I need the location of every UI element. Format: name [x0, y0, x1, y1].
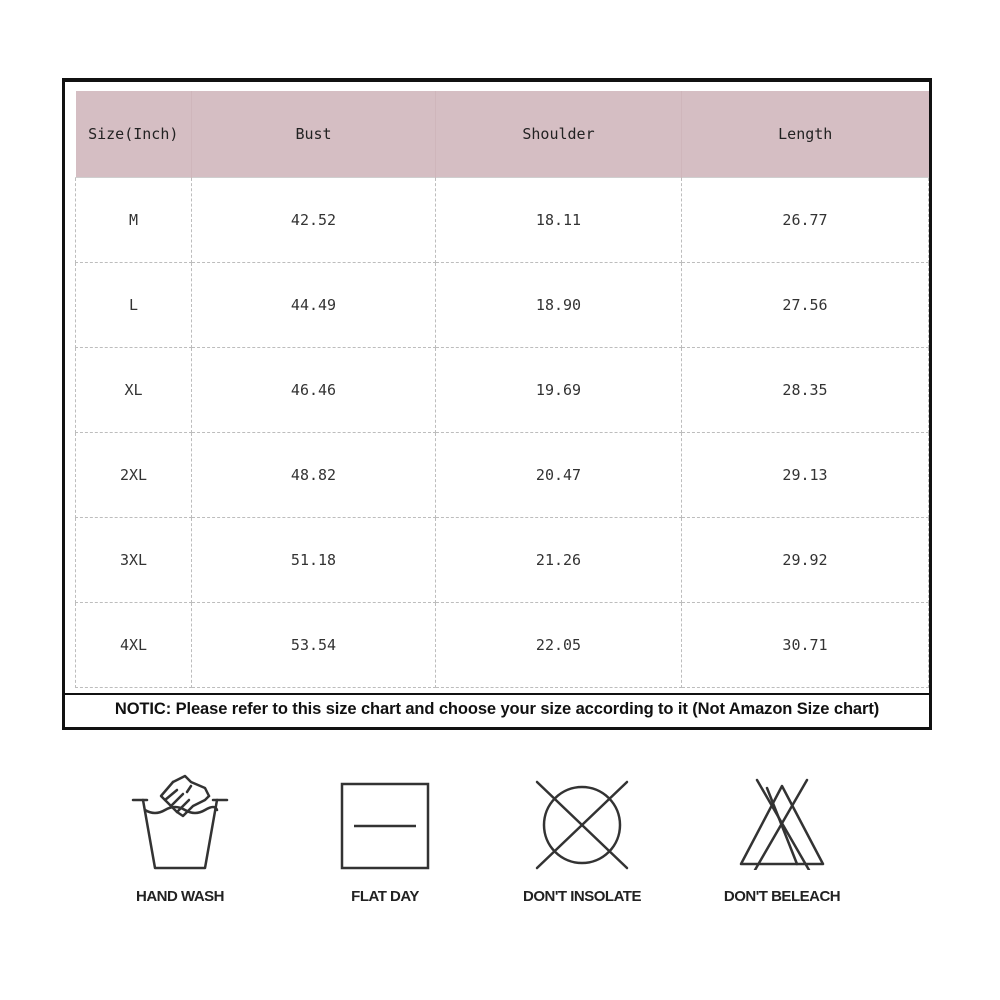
header-bust: Bust: [192, 91, 436, 178]
cell-size: 2XL: [76, 433, 192, 518]
notice-divider: [65, 693, 929, 695]
do-not-tumble-dry-icon: [527, 770, 637, 870]
cell-bust: 42.52: [192, 178, 436, 263]
care-item-flat-dry: [300, 770, 470, 905]
cell-length: 30.71: [682, 603, 929, 688]
cell-bust: 46.46: [192, 348, 436, 433]
table-row: [76, 178, 929, 263]
size-chart-frame: [62, 78, 932, 730]
cell-shoulder: 19.69: [436, 348, 682, 433]
care-item-do-not-tumble-dry: [497, 770, 667, 905]
care-item-hand-wash: [95, 770, 265, 905]
cell-bust: 51.18: [192, 518, 436, 603]
cell-shoulder: 22.05: [436, 603, 682, 688]
cell-shoulder: 20.47: [436, 433, 682, 518]
cell-size: 4XL: [76, 603, 192, 688]
cell-length: 28.35: [682, 348, 929, 433]
table-row: [76, 603, 929, 688]
size-notice: NOTIC: Please refer to this size chart and choose your size according to it (Not Amazon Size chart): [114, 700, 880, 718]
table-row: [76, 348, 929, 433]
cell-length: 29.13: [682, 433, 929, 518]
cell-length: 26.77: [682, 178, 929, 263]
cell-bust: 48.82: [192, 433, 436, 518]
table-row: [76, 433, 929, 518]
cell-shoulder: 21.26: [436, 518, 682, 603]
table-row: [76, 518, 929, 603]
do-not-bleach-icon: [727, 770, 837, 870]
header-length: Length: [682, 91, 929, 178]
table-row: [76, 263, 929, 348]
table-header-row: [76, 91, 929, 178]
size-table: [75, 91, 929, 688]
care-label: HAND WASH: [136, 888, 224, 905]
header-size: Size(Inch): [76, 91, 192, 178]
care-label: FLAT DAY: [351, 888, 419, 905]
cell-shoulder: 18.11: [436, 178, 682, 263]
cell-bust: 53.54: [192, 603, 436, 688]
care-label: DON'T INSOLATE: [523, 888, 641, 905]
care-label: DON'T BELEACH: [723, 888, 841, 905]
cell-bust: 44.49: [192, 263, 436, 348]
cell-size: L: [76, 263, 192, 348]
cell-shoulder: 18.90: [436, 263, 682, 348]
cell-size: M: [76, 178, 192, 263]
cell-length: 29.92: [682, 518, 929, 603]
cell-length: 27.56: [682, 263, 929, 348]
flat-dry-icon: [330, 770, 440, 870]
cell-size: 3XL: [76, 518, 192, 603]
hand-wash-icon: [125, 770, 235, 870]
care-item-do-not-bleach: [697, 770, 867, 905]
cell-size: XL: [76, 348, 192, 433]
header-shoulder: Shoulder: [436, 91, 682, 178]
